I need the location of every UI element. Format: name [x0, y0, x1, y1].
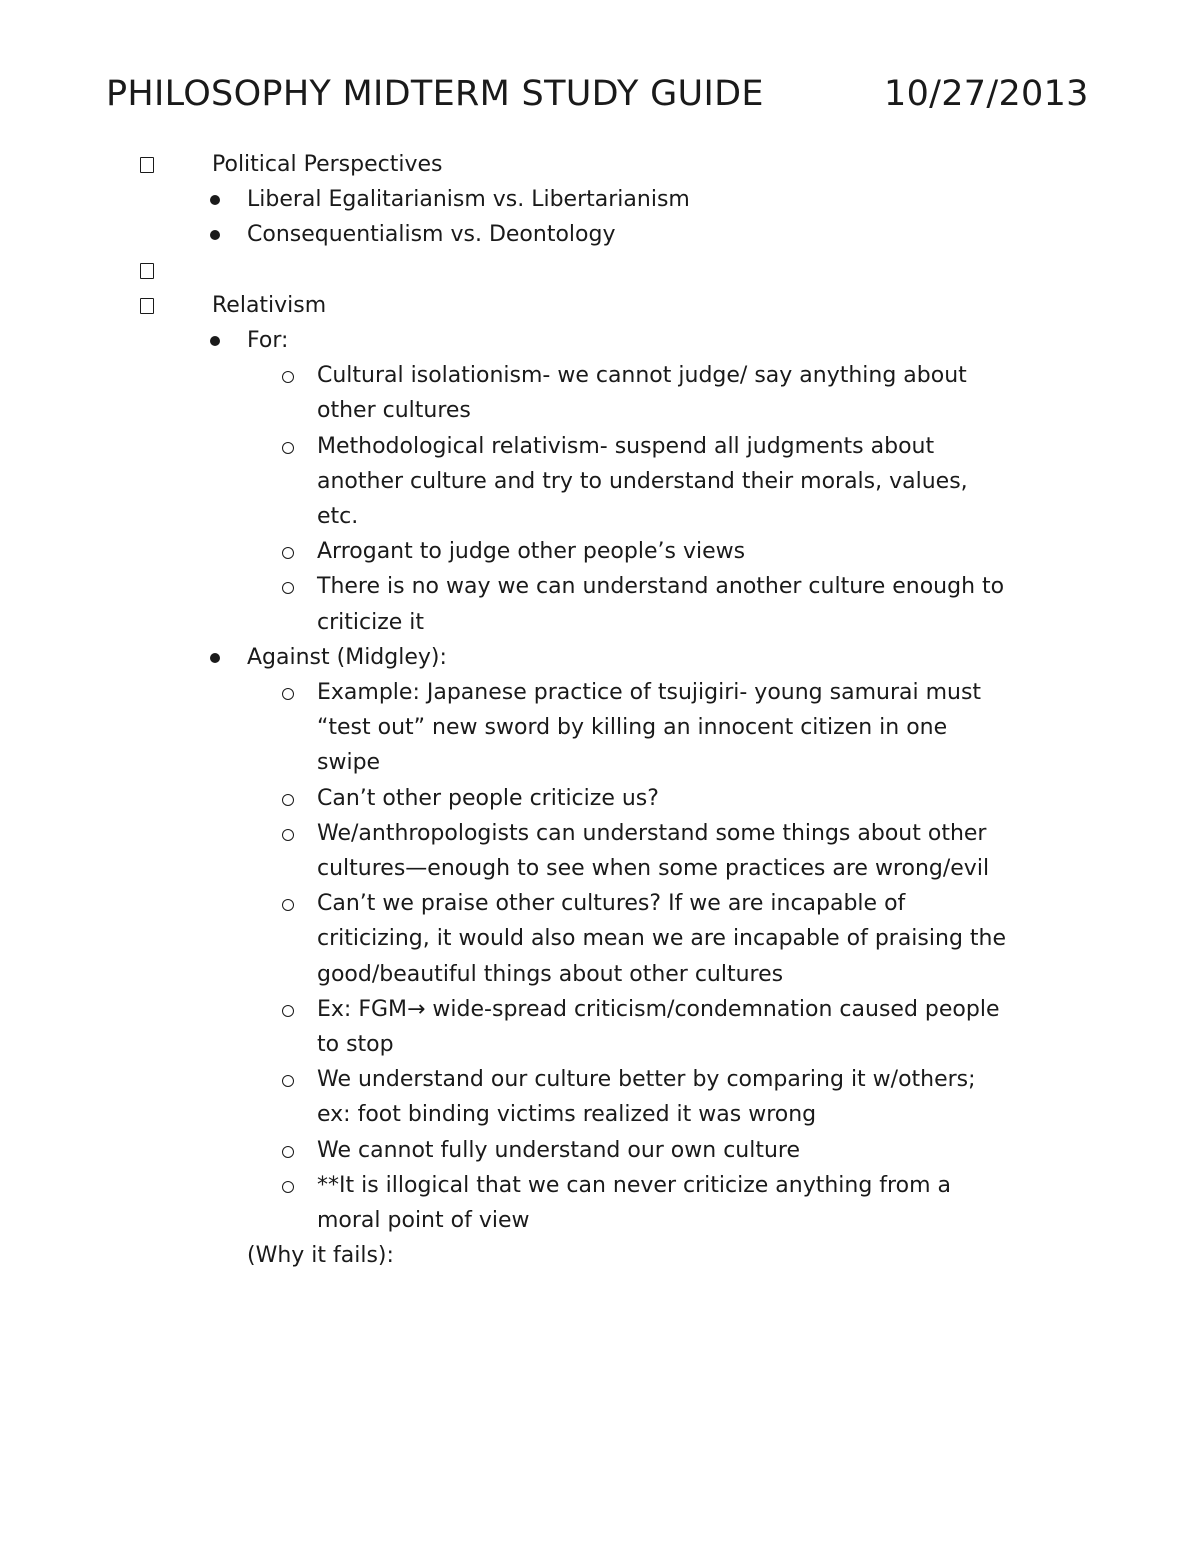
outline-line-text: to stop [317, 1032, 394, 1057]
outline-line-text: Methodological relativism- suspend all judgments about [317, 433, 935, 459]
outline-line-text: **It is illogical that we can never criticize anything from a [317, 1172, 951, 1198]
outline-line-text: Can’t we praise other cultures? If we are incapable of [317, 891, 906, 917]
filled-bullet-icon [210, 336, 220, 346]
outline-line-text: ex: foot binding victims realized it was wrong [317, 1102, 817, 1128]
filled-bullet-icon [210, 195, 220, 205]
hollow-bullet-icon [282, 1181, 294, 1193]
hollow-bullet-icon [282, 1146, 294, 1158]
outline-line-text: For: [247, 328, 289, 353]
outline-line-text: We understand our culture better by comparing it w/others; [317, 1067, 976, 1093]
hollow-bullet-icon [282, 371, 294, 383]
outline-line-text: Relativism [212, 292, 327, 318]
outline-line-text: Arrogant to judge other people’s views [317, 539, 746, 565]
hollow-bullet-icon [282, 442, 294, 454]
checkbox-bullet-icon [140, 263, 154, 279]
hollow-bullet-icon [282, 899, 294, 911]
hollow-bullet-icon [282, 688, 294, 700]
outline-line-text: “test out” new sword by killing an innocent citizen in one [317, 715, 948, 741]
outline-line-text: other cultures [317, 398, 471, 424]
hollow-bullet-icon [282, 794, 294, 806]
document-date: 10/27/2013 [884, 74, 1089, 114]
document-title: PHILOSOPHY MIDTERM STUDY GUIDE [106, 74, 764, 114]
filled-bullet-icon [210, 230, 220, 240]
outline-line-text: (Why it fails): [247, 1243, 394, 1269]
hollow-bullet-icon [282, 1075, 294, 1087]
outline-line-text: We cannot fully understand our own culture [317, 1137, 801, 1163]
outline-line-text: There is no way we can understand another culture enough to [317, 574, 1005, 600]
outline-line-text: cultures—enough to see when some practices are wrong/evil [317, 856, 990, 881]
hollow-bullet-icon [282, 582, 294, 594]
outline-line-text: another culture and try to understand their morals, values, [317, 468, 968, 494]
outline-line-text: Against (Midgley): [247, 644, 447, 670]
hollow-bullet-icon [282, 829, 294, 841]
hollow-bullet-icon [282, 547, 294, 559]
checkbox-bullet-icon [140, 157, 154, 173]
outline-line-text: Liberal Egalitarianism vs. Libertarianism [247, 187, 690, 213]
outline-line-text: Consequentialism vs. Deontology [247, 222, 616, 248]
filled-bullet-icon [210, 653, 220, 663]
outline-line-text: criticize it [317, 609, 425, 635]
hollow-bullet-icon [282, 1005, 294, 1017]
checkbox-bullet-icon [140, 298, 154, 314]
outline-line-text: We/anthropologists can understand some things about other [317, 820, 987, 846]
outline-line-text: Can’t other people criticize us? [317, 785, 659, 811]
outline-line-text: Ex: FGM→ wide-spread criticism/condemnation caused people [317, 996, 1000, 1022]
outline-line-text: moral point of view [317, 1208, 530, 1233]
outline-line-text: Cultural isolationism- we cannot judge/ say anything about [317, 363, 967, 389]
outline-line-text: Political Perspectives [212, 152, 443, 177]
outline-line-text: Example: Japanese practice of tsujigiri- young samurai must [317, 680, 982, 705]
outline-line-text: good/beautiful things about other cultures [317, 961, 784, 987]
outline-line-text: etc. [317, 504, 359, 529]
outline-line-text: swipe [317, 750, 381, 776]
outline-line-text: criticizing, it would also mean we are incapable of praising the [317, 926, 1007, 952]
